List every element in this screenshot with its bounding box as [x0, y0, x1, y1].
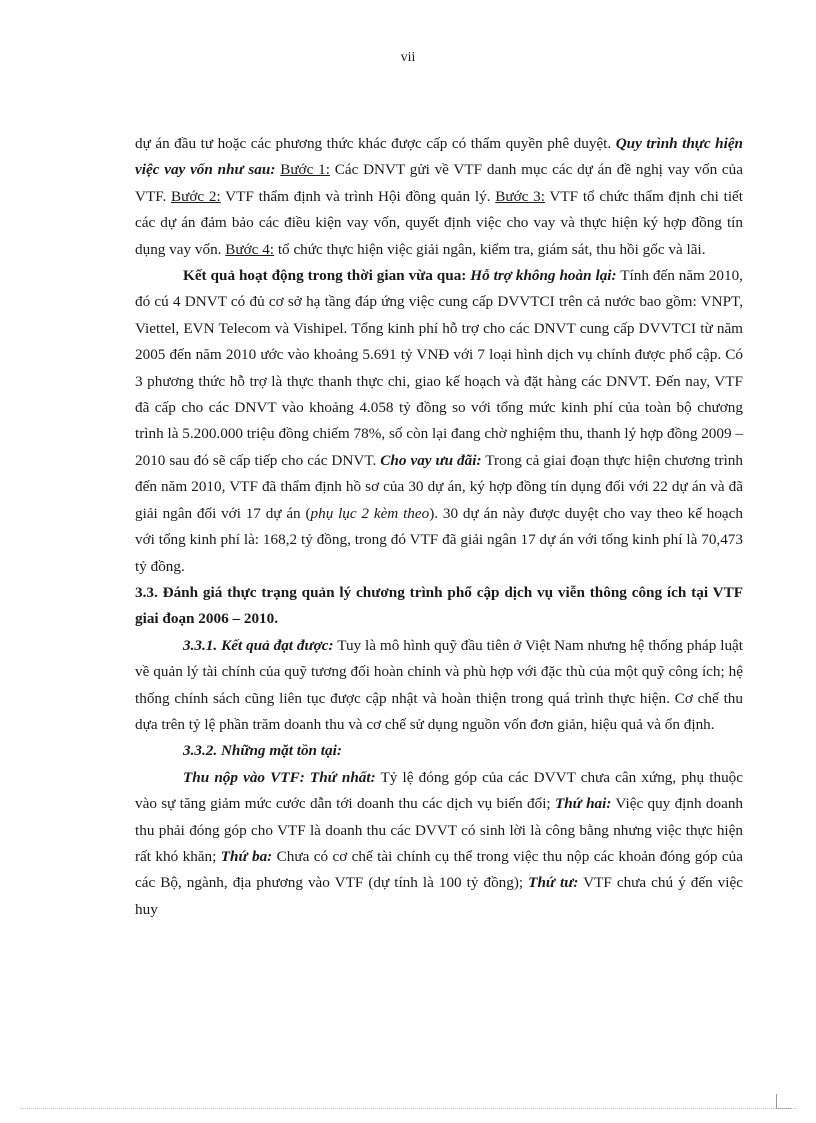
subsection-heading-3-3-2: 3.3.2. Những mặt tồn tại: [183, 742, 342, 760]
text-run: VTF thẩm định và trình Hội đồng quản lý. [220, 187, 496, 205]
text-run: Các DNVT gửi về VTF danh mục các dự án đề nghị vay vốn của VTF. [135, 161, 744, 205]
text-run: Chưa có cơ chế tài chính cụ thể trong việc thu nộp các khoản đóng góp của các Bộ, ngành, địa phương vào VTF (dự tính là 100 tỷ đồng); [135, 847, 743, 892]
underlined-step: Bước 4: [225, 240, 275, 258]
text-run: VTF chưa chú ý đến việc huy [135, 874, 743, 918]
text-run: ). 30 dự án này được duyệt cho vay theo kế hoạch với tổng kinh phí là: 168,2 tỷ đồng, trong đó VTF đã giải ngân 17 dự án với tổng kinh phí là 70,473 tỷ đồng. [135, 504, 744, 575]
underlined-step: Bước 2: [171, 187, 221, 205]
paragraph-shortcomings [135, 765, 743, 923]
section-heading-3-3: 3.3. Đánh giá thực trạng quản lý chương trình phổ cập dịch vụ viễn thông công ích tại VTF giai đoạn 2006 – 2010. [135, 583, 743, 628]
bold-run: Kết quả hoạt động trong thời gian vừa qua: [183, 267, 467, 285]
bold-italic-run: Thứ nhất: [309, 768, 376, 786]
bold-italic-run: Hỗ trợ không hoàn lại: [470, 267, 617, 285]
bold-italic-run: Thứ hai: [554, 795, 612, 813]
bold-italic-run: Cho vay ưu đãi: [380, 451, 482, 469]
italic-run: phụ lục 2 kèm theo [310, 504, 430, 522]
text-run: Tính đến năm 2010, đó cú 4 DNVT có đủ cơ sở hạ tầng đáp ứng việc cung cấp DVVTCI trên cả nước bao gồm: VNPT, Viettel, EVN Telecom và Vishipel. Tổng kinh phí hỗ trợ cho các DNVT cung cấp DVVTCI từ năm 2005 đến năm 2010 ước vào khoảng 5.691 tỷ VNĐ với 7 loại hình dịch vụ chính được phổ cập. Có 3 phương thức hỗ trợ là thực thanh thực chi, giao kế hoạch và đặt hàng các DNVT. Đến nay, VTF đã cấp cho các DNVT vào khoảng 4.058 tỷ đồng so với tổng mức kinh phí của toàn bộ chương trình là 5.200.000 triệu đồng chiếm 78%, số còn lại đang chờ nghiệm thu, thanh lý hợp đồng 2009 – 2010 sau đó sẽ cấp tiếp cho các DNVT. [135, 267, 743, 469]
bold-italic-run: Thu nộp vào VTF: [183, 768, 305, 786]
bold-italic-run: Thứ ba: [220, 847, 273, 865]
page-number: vii [400, 50, 416, 65]
bold-italic-run: 3.3.1. Kết quả đạt được: [183, 636, 334, 654]
paragraph-achievements [135, 633, 743, 739]
paragraph-results [135, 263, 743, 580]
text-run: Trong cả giai đoạn thực hiện chương trình đến năm 2010, VTF đã thẩm định hồ sơ của 30 dự án, ký hợp đồng tín dụng đối với 22 dự án và đã giải ngân đối với 17 dự án ( [135, 451, 743, 522]
text-run: tổ chức thực hiện việc giải ngân, kiểm tra, giám sát, thu hồi gốc và lãi. [274, 240, 706, 258]
page-corner-mark [776, 1094, 791, 1109]
paragraph-loan-process [135, 131, 743, 263]
text-run: Việc quy định doanh thu phải đóng góp cho VTF là doanh thu các DVVT có sinh lời là công bằng nhưng việc thực hiện rất khó khăn; [135, 795, 744, 865]
text-run: Tỷ lệ đóng góp của các DVVT chưa cân xứng, phụ thuộc vào sự tăng giảm mức cước dẫn tới doanh thu các dịch vụ biến đổi; [135, 768, 744, 813]
text-run: VTF tổ chức thẩm định chi tiết các dự án đảm bảo các điều kiện vay vốn, quyết định việc cho vay và thực hiện ký hợp đồng tín dụng vay vốn. [135, 187, 743, 258]
text-run: Tuy là mô hình quỹ đầu tiên ở Việt Nam nhưng hệ thống pháp luật về quản lý tài chính của quỹ tương đối hoàn chỉnh và phù hợp với đặc thù của một quỹ công ích; hệ thống chính sách cũng liên tục được cập nhật và hoàn thiện trong quá trình thực hiện. Cơ chế thu dựa trên tỷ lệ phần trăm doanh thu và cơ chế sử dụng nguồn vốn đơn giản, hiệu quả và ổn định. [135, 636, 744, 733]
document-body [135, 131, 743, 923]
text-run: dự án đầu tư hoặc các phương thức khác được cấp có thẩm quyền phê duyệt. [135, 135, 616, 152]
bold-italic-run: Quy trình thực hiện việc vay vốn như sau: [135, 135, 744, 179]
bold-italic-run: Thứ tư: [528, 874, 579, 892]
underlined-step: Bước 1: [280, 161, 330, 179]
page-bottom-rule [20, 1108, 796, 1109]
underlined-step: Bước 3: [495, 187, 545, 205]
